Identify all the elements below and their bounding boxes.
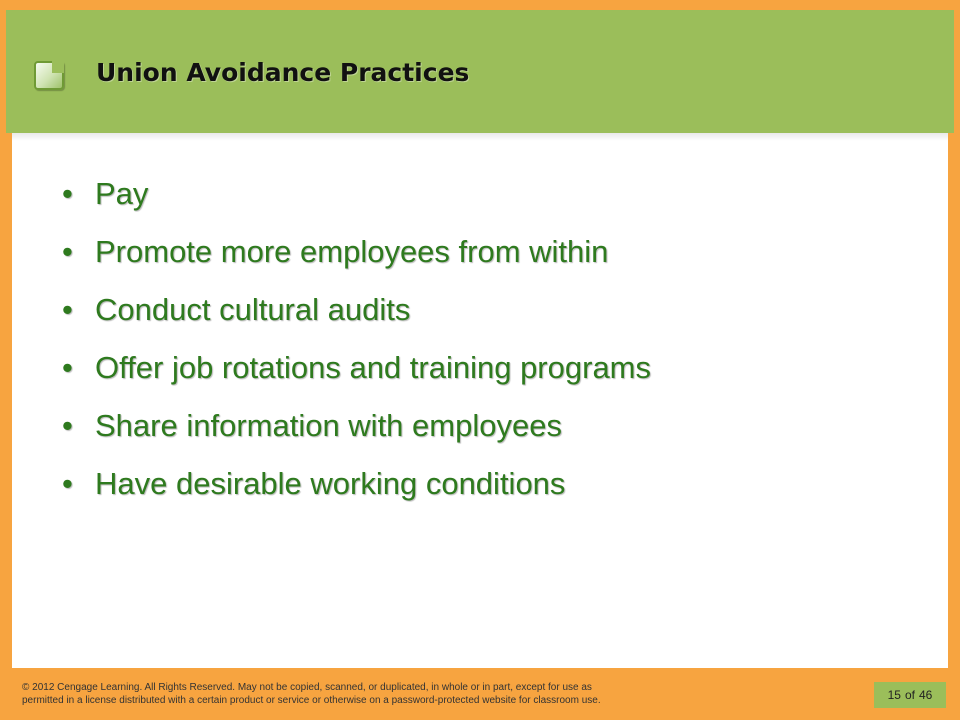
bullet-dot: • bbox=[62, 350, 73, 385]
bullet-text: Pay bbox=[95, 176, 149, 211]
bullet-text: Promote more employees from within bbox=[95, 234, 609, 269]
page-total: 46 bbox=[919, 688, 933, 702]
logo-notch bbox=[52, 61, 64, 73]
page-number-badge bbox=[874, 682, 946, 708]
bullet-text: Share information with employees bbox=[95, 408, 562, 443]
cengage-logo-icon bbox=[34, 61, 64, 90]
bullet-text: Offer job rotations and training programs bbox=[95, 350, 652, 385]
page-of-label: of bbox=[904, 688, 915, 702]
copyright-line-1: © 2012 Cengage Learning. All Rights Reserved. May not be copied, scanned, or duplicated, in whole or in part, except for use as bbox=[22, 682, 592, 693]
bullet-item-rotations bbox=[62, 346, 651, 404]
bullet-dot: • bbox=[62, 408, 73, 443]
bullet-list bbox=[62, 172, 651, 520]
bullet-item-conditions bbox=[62, 462, 651, 520]
bullet-dot: • bbox=[62, 234, 73, 269]
slide-title: Union Avoidance Practices bbox=[96, 58, 470, 87]
bullet-dot: • bbox=[62, 176, 73, 211]
bullet-text: Have desirable working conditions bbox=[95, 466, 566, 501]
bullet-item-promote bbox=[62, 230, 651, 288]
bullet-item-share-info bbox=[62, 404, 651, 462]
bullet-item-pay bbox=[62, 172, 651, 230]
bullet-text: Conduct cultural audits bbox=[95, 292, 411, 327]
bullet-dot: • bbox=[62, 466, 73, 501]
bullet-item-audits bbox=[62, 288, 651, 346]
page-current: 15 bbox=[887, 688, 901, 702]
header-divider bbox=[12, 133, 948, 141]
copyright-line-2: permitted in a license distributed with a certain product or service or otherwise on a password-protected website for classroom use. bbox=[22, 695, 601, 706]
bullet-dot: • bbox=[62, 292, 73, 327]
copyright-footer bbox=[22, 681, 742, 707]
